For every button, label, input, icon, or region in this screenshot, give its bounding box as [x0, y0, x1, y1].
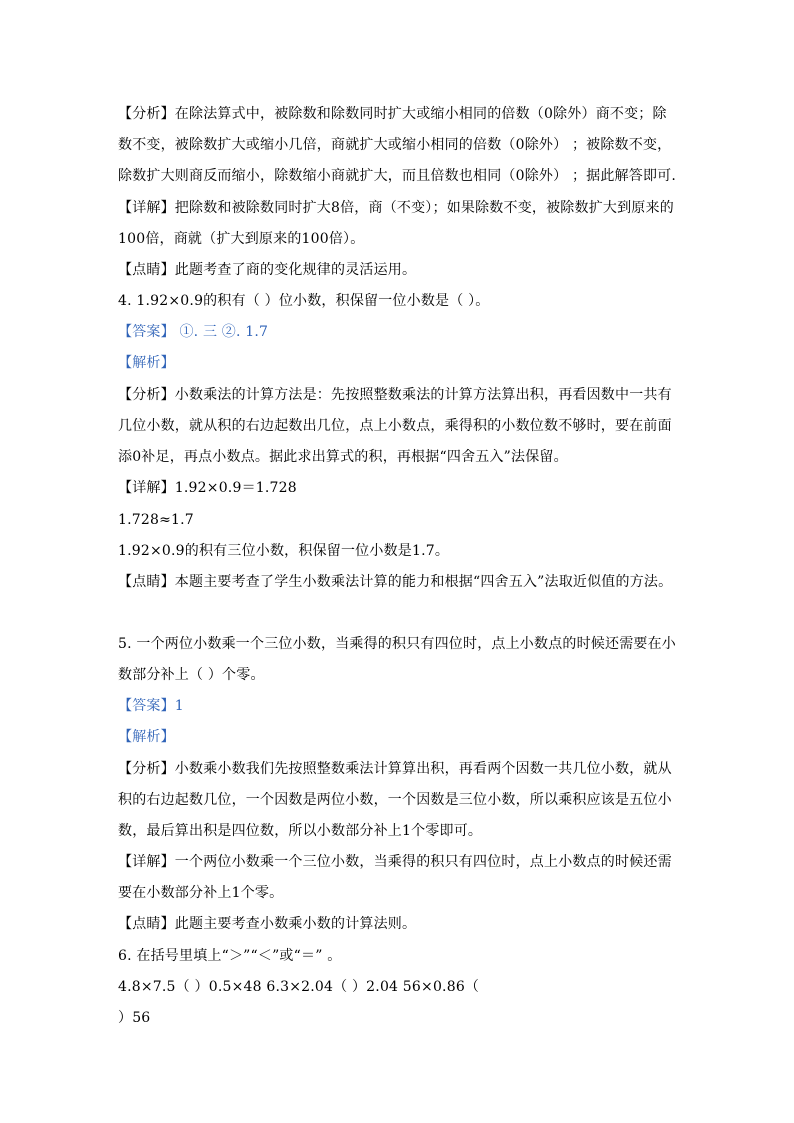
analysis-q3-line3: 除数扩大则商反而缩小，除数缩小商就扩大，而且倍数也相同（0除外） ；据此解答即可.: [118, 168, 677, 184]
question-4: 4. 1.92×0.9的积有（ ）位小数，积保留一位小数是（ ）。: [118, 293, 490, 309]
question-5-line2: 数部分补上（ ）个零。: [118, 667, 265, 683]
analysis-q4-line1: 【分析】小数乘法的计算方法是：先按照整数乘法的计算方法算出积，再看因数中一共有: [118, 387, 672, 403]
analysis-q3-line2: 数不变，被除数扩大或缩小几倍，商就扩大或缩小相同的倍数（0除外） ；被除数不变，: [118, 137, 672, 153]
answer-q4: 【答案】 ①. 三 ②. 1.7: [118, 324, 269, 340]
detail-q5-line1: 【详解】一个两位小数乘一个三位小数，当乘得的积只有四位时，点上小数点的时候还需: [118, 854, 672, 870]
question-6-stem: 6. 在括号里填上“＞”“＜”或“＝” 。: [118, 948, 342, 964]
question-6-items-cont: ）56: [118, 1010, 151, 1026]
question-5-line1: 5. 一个两位小数乘一个三位小数，当乘得的积只有四位时，点上小数点的时候还需要在小: [118, 636, 677, 652]
solution-label-q4: 【解析】: [118, 355, 175, 371]
analysis-q3-line1: 【分析】在除法算式中，被除数和除数同时扩大或缩小相同的倍数（0除外）商不变；除: [118, 106, 667, 122]
detail-q4-line2: 1.728≈1.7: [118, 512, 194, 528]
detail-q3-line2: 100倍，商就（扩大到原来的100倍）。: [118, 231, 365, 247]
analysis-q5-line1: 【分析】小数乘小数我们先按照整数乘法计算算出积，再看两个因数一共几位小数，就从: [118, 761, 672, 777]
comment-q4: 【点睛】本题主要考查了学生小数乘法计算的能力和根据“四舍五入”法取近似值的方法。: [118, 574, 673, 590]
detail-q3-line1: 【详解】把除数和被除数同时扩大8倍，商（不变）；如果除数不变，被除数扩大到原来的: [118, 200, 674, 216]
analysis-q4-line2: 几位小数，就从积的右边起数出几位，点上小数点，乘得积的小数位数不够时，要在前面: [118, 418, 672, 434]
detail-q4-line1: 【详解】1.92×0.9＝1.728: [118, 480, 297, 496]
solution-label-q5: 【解析】: [118, 729, 175, 745]
detail-q5-line2: 要在小数部分补上1个零。: [118, 885, 284, 901]
comment-q5: 【点睛】此题主要考查小数乘小数的计算法则。: [118, 916, 417, 932]
analysis-q5-line3: 数，最后算出积是四位数，所以小数部分补上1个零即可。: [118, 823, 483, 839]
comment-q3: 【点睛】此题考查了商的变化规律的灵活运用。: [118, 262, 417, 278]
question-6-items: 4.8×7.5（ ）0.5×48 6.3×2.04（ ）2.04 56×0.86（: [118, 979, 480, 995]
answer-q5: 【答案】1: [118, 698, 184, 714]
analysis-q4-line3: 添0补足，再点小数点。据此求出算式的积，再根据“四舍五入”法保留。: [118, 449, 568, 465]
detail-q4-line3: 1.92×0.9的积有三位小数，积保留一位小数是1.7。: [118, 543, 450, 559]
analysis-q5-line2: 积的右边起数几位，一个因数是两位小数，一个因数是三位小数，所以乘积应该是五位小: [118, 792, 672, 808]
